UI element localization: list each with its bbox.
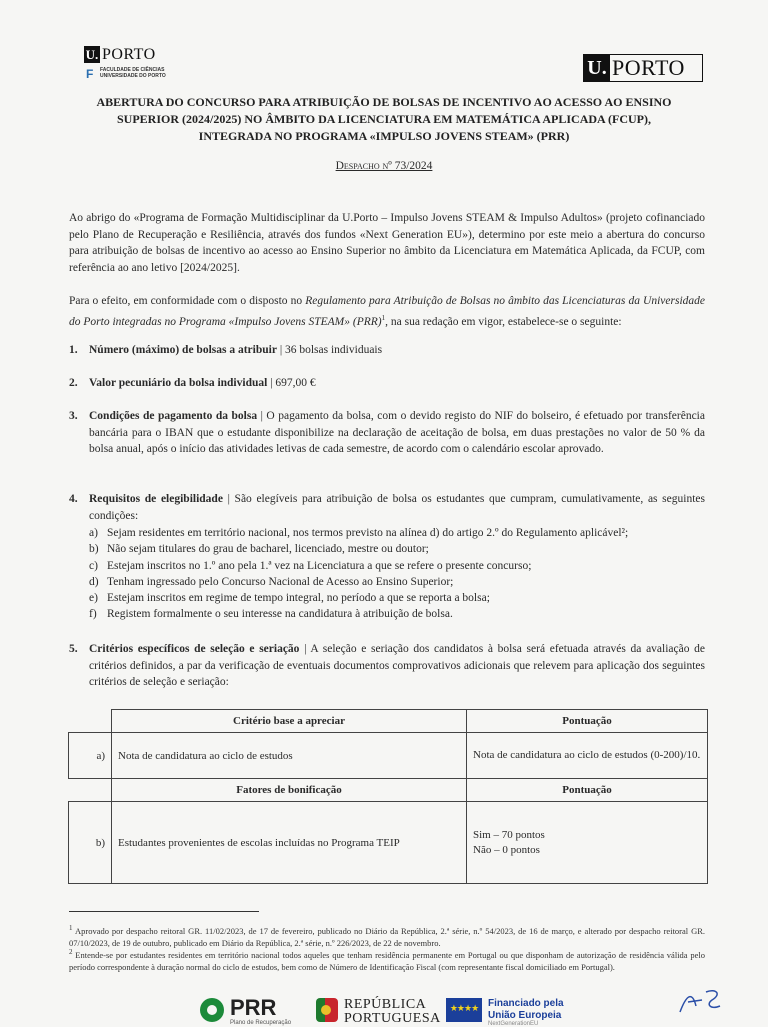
fc-logo-mark: F — [86, 67, 94, 81]
intro-paragraph: Ao abrigo do «Programa de Formação Multidisciplinar da U.Porto – Impulso Jovens STEAM & Impulso Adultos» (projeto cofinanciado pelo Plano de Recuperação e Resiliência, através dos fundos «Next Generation EU»), determino por este meio a abertura do concurso para atribuição de bolsas de incentivo ao acesso ao Ensino Superior no âmbito da Licenciatura em Matemática Aplicada, da FCUP, com referência ao ano letivo [2024/2025]. — [69, 212, 705, 274]
table-row: b) Estudantes provenientes de escolas incluídas no Programa TEIP Sim – 70 pontos Não – 0 pontos — [69, 802, 708, 884]
section-2: 2. Valor pecuniário da bolsa individual | 697,00 € — [69, 377, 316, 389]
republica-portuguesa-logo: REPÚBLICA PORTUGUESA — [316, 996, 436, 1024]
uporto-logo: U. PORTO — [583, 54, 703, 82]
list-item: d) Tenham ingressado pelo Concurso Nacional de Acesso ao Ensino Superior; — [89, 575, 454, 588]
section-3: 3. Condições de pagamento da bolsa | O pagamento da bolsa, com o devido registo do NIF do bolseiro, é efetuado por transferência bancária para o IBAN que o estudante disponibilize na declaração de aceitação de bolsa, em duas prestações no valor de 50 % da bolsa anual, após o início das atividades letivas de cada semestre, de acordo com o calendário escolar aprovado. — [69, 410, 705, 455]
list-item: f) Registem formalmente o seu interesse na candidatura à atribuição de bolsa. — [89, 608, 453, 621]
portugal-flag-icon — [316, 998, 338, 1022]
footnote-1: $^1$ Aprovado por despacho reitoral GR. 11/02/2023, de 17 de fevereiro, publicado no Diário da República, 2.ª série, n.º 54/2023, de 16 de março, e alterado por despacho reitoral GR. 07/10/2023, de 19 de outubro, publicado em Diário da República, 2.ª série, n.º 226/2023, de 22 de novembro. — [69, 924, 706, 948]
section-1: 1. Número (máximo) de bolsas a atribuir | 36 bolsas individuais — [69, 344, 383, 356]
table-header: Pontuação — [467, 710, 708, 733]
table-header: Critério base a apreciar — [112, 710, 467, 733]
footnote-divider — [69, 911, 259, 912]
table-row: a) Nota de candidatura ao ciclo de estudos Nota de candidatura ao ciclo de estudos (0-200)/10. — [69, 733, 708, 779]
list-item: b) Não sejam titulares do grau de bacharel, licenciado, mestre ou doutor; — [89, 543, 429, 556]
section-4: 4. Requisitos de elegibilidade | São elegíveis para atribuição de bolsa os estudantes que cumpram, cumulativamente, as seguintes condições: — [69, 493, 705, 522]
criteria-table — [68, 709, 708, 884]
signature-mark — [676, 984, 726, 1018]
regulation-paragraph: Para o efeito, em conformidade com o disposto no Regulamento para Atribuição de Bolsas no âmbito das Licenciaturas da Universidade do Porto integradas no Programa «Impulso Jovens STEAM» (PRR)$^1$, na sua redação em vigor, estabelece-se o seguinte: — [69, 295, 705, 328]
eu-flag-icon: ★★★★ — [446, 998, 482, 1022]
table-header: Pontuação — [467, 779, 708, 802]
footnote-2: $^2$ Entende-se por estudantes residentes em território nacional todos aqueles que tenham residência permanente em Portugal ou que disponham de autorização de residência válida pelo período correspondente à duração normal do ciclo de estudos, bem como de Número de Identificação Fiscal (com representante fiscal domiciliado em Portugal). — [69, 948, 706, 972]
despacho-number: Despacho nº 73/2024 — [335, 160, 433, 172]
faculty-logo: U. PORTO F FACULDADE DE CIÊNCIAS UNIVERSIDADE DO PORTO — [85, 46, 166, 81]
list-item: e) Estejam inscritos em regime de tempo integral, no período a que se reporta a bolsa; — [89, 592, 490, 605]
eligibility-conditions-list — [89, 525, 705, 623]
document-title: ABERTURA DO CONCURSO PARA ATRIBUIÇÃO DE BOLSAS DE INCENTIVO AO ACESSO AO ENSINO SUPERIOR (2024/2025) NO ÂMBITO DA LICENCIATURA EM MATEMÁTICA APLICADA (FCUP), INTEGRADA NO PROGRAMA «IMPULSO JOVENS STEAM» (PRR) — [96, 95, 672, 143]
list-item: c) Estejam inscritos no 1.º ano pela 1.ª vez na Licenciatura a que se refere o presente concurso; — [89, 559, 532, 572]
section-5: 5. Critérios específicos de seleção e seriação | A seleção e seriação dos candidatos à bolsa será efetuada através da avaliação de critérios definidos, a par da verificação de eventuais documentos comprovativos adicionais que relevem para aplicação dos seguintes critérios de seleção e seriação: — [69, 643, 705, 688]
eu-funding-logo: ★★★★ Financiado pela União Europeia NextGenerationEU — [446, 996, 586, 1024]
prr-logo: PRR Plano de Recuperação — [200, 996, 310, 1024]
list-item: a) Sejam residentes em território nacional, nos termos previsto na alínea d) do artigo 2.º do Regulamento aplicável²; — [89, 527, 629, 539]
table-header: Fatores de bonificação — [112, 779, 467, 802]
